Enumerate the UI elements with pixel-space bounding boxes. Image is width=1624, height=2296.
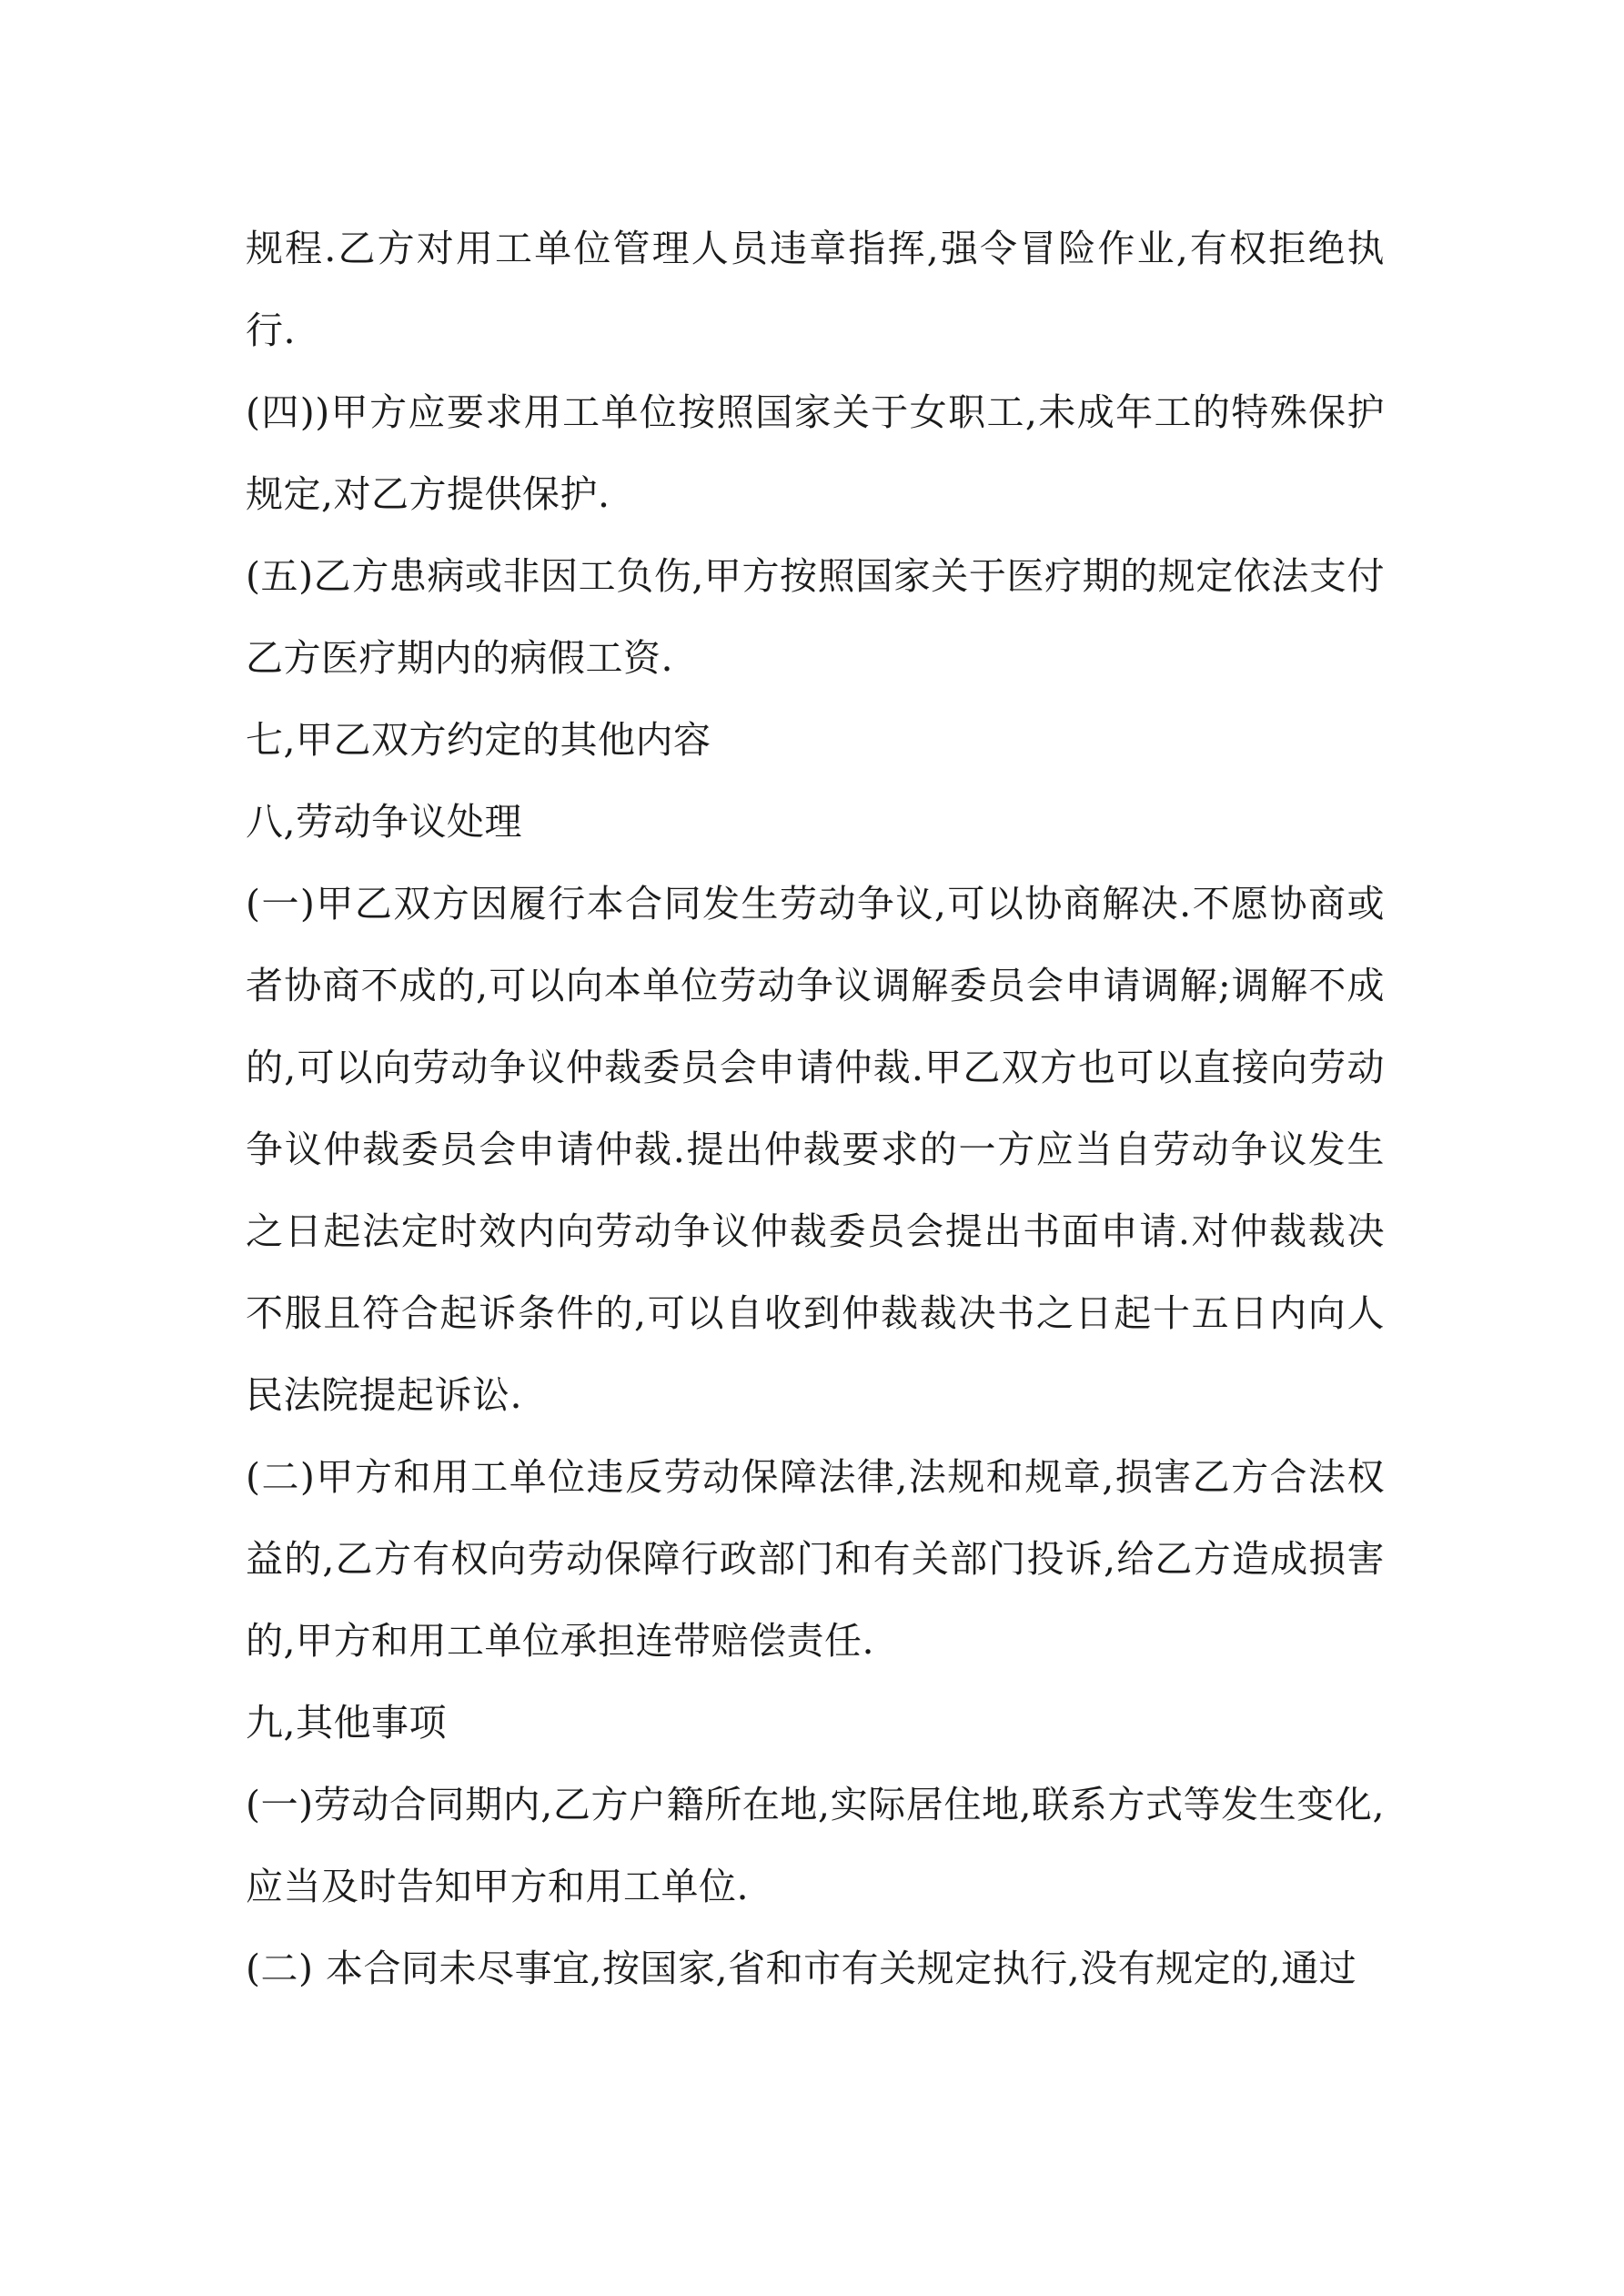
paragraph-clause-4: (四))甲方应要求用工单位按照国家关于女职工,未成年工的特殊保护规定,对乙方提供保护.: [246, 390, 1385, 516]
section-heading-8: 八,劳动争议处理: [246, 800, 523, 844]
paragraph-other-2: (二) 本合同未尽事宜,按国家,省和市有关规定执行,没有规定的,通过: [246, 1947, 1357, 1990]
paragraph-dispute-2: (二)甲方和用工单位违反劳动保障法律,法规和规章,损害乙方合法权益的,乙方有权向劳动保障行政部门和有关部门投诉,给乙方造成损害的,甲方和用工单位承担连带赔偿责任.: [246, 1455, 1385, 1663]
section-heading-9: 九,其他事项: [246, 1701, 448, 1745]
paragraph-other-1: (一)劳动合同期内,乙方户籍所在地,实际居住地,联系方式等发生变化,应当及时告知甲方和用工单位.: [246, 1783, 1385, 1908]
paragraph-clause-5: (五)乙方患病或非因工负伤,甲方按照国家关于医疗期的规定依法支付乙方医疗期内的病假工资.: [246, 554, 1385, 680]
paragraph-safety-rules: 规程.乙方对用工单位管理人员违章指挥,强令冒险作业,有权拒绝执行.: [246, 227, 1385, 352]
paragraph-dispute-1: (一)甲乙双方因履行本合同发生劳动争议,可以协商解决.不愿协商或者协商不成的,可以向本单位劳动争议调解委员会申请调解;调解不成的,可以向劳动争议仲裁委员会申请仲裁.甲乙双方也可以直接向劳动争议仲裁委员会申请仲裁.提出仲裁要求的一方应当自劳动争议发生之日起法定时效内向劳动争议仲裁委员会提出书面申请.对仲裁裁决不服且符合起诉条件的,可以自收到仲裁裁决书之日起十五日内向人民法院提起诉讼.: [246, 882, 1385, 1417]
section-heading-7: 七,甲乙双方约定的其他内容: [246, 718, 711, 762]
document-body: [246, 207, 1385, 2009]
